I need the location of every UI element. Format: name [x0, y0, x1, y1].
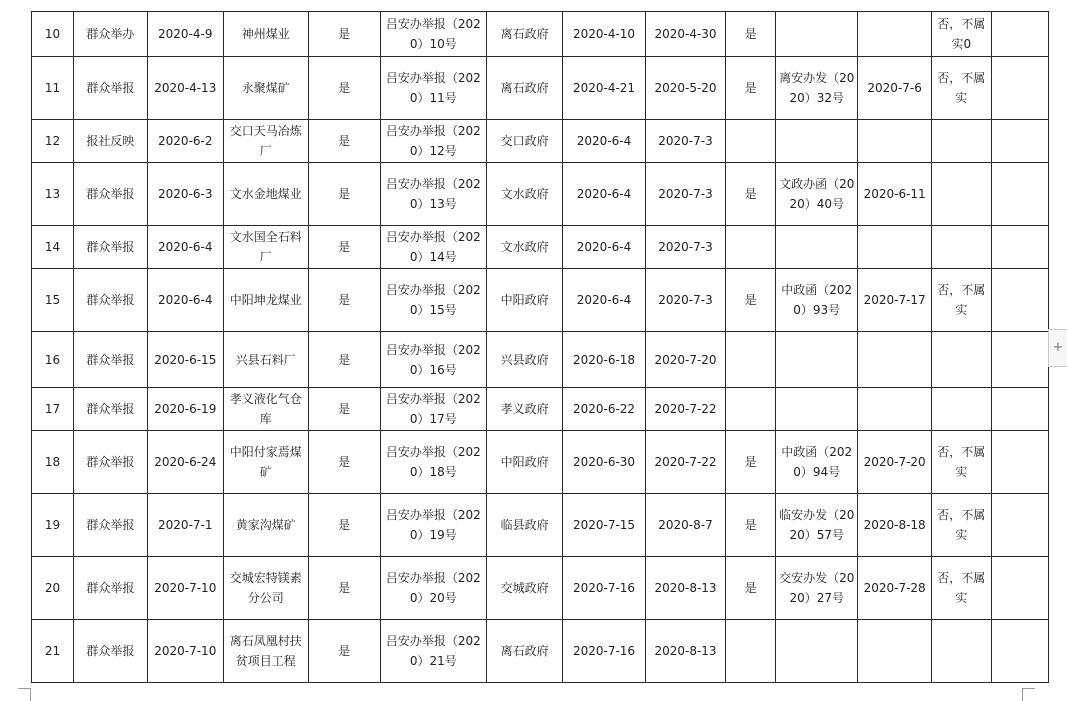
table-cell: 吕安办举报（2020）13号: [380, 163, 487, 226]
table-cell: 文政办函（2020）40号: [776, 163, 858, 226]
table-cell: 2020-6-4: [147, 269, 223, 332]
table-cell: 文水国全石料厂: [223, 226, 308, 269]
table-cell: [776, 12, 858, 57]
table-cell: 17: [32, 388, 74, 431]
table-cell: 12: [32, 120, 74, 163]
report-table: [31, 11, 1049, 683]
table-cell: 16: [32, 332, 74, 388]
table-cell: [991, 120, 1049, 163]
table-cell: 吕安办举报（2020）16号: [380, 332, 487, 388]
table-cell: 2020-7-16: [563, 557, 646, 620]
table-cell: 中阳付家焉煤矿: [223, 431, 308, 494]
table-cell: 2020-6-4: [563, 269, 646, 332]
table-cell: [858, 620, 932, 683]
table-cell: [725, 120, 775, 163]
table-cell: 15: [32, 269, 74, 332]
table-cell: 交城宏特镁素分公司: [223, 557, 308, 620]
table-cell: 黄家沟煤矿: [223, 494, 308, 557]
table-cell: [932, 388, 991, 431]
table-cell: [858, 120, 932, 163]
table-cell: 21: [32, 620, 74, 683]
table-cell: 兴县石料厂: [223, 332, 308, 388]
table-cell: 2020-6-4: [563, 120, 646, 163]
table-cell: [932, 332, 991, 388]
table-cell: 文水政府: [487, 163, 563, 226]
table-cell: [991, 620, 1049, 683]
table-cell: 吕安办举报（2020）18号: [380, 431, 487, 494]
table-cell: 吕安办举报（2020）12号: [380, 120, 487, 163]
table-cell: 吕安办举报（2020）14号: [380, 226, 487, 269]
table-cell: 群众举报: [74, 269, 148, 332]
table-row: [32, 12, 1049, 57]
table-row: [32, 557, 1049, 620]
table-cell: 2020-6-4: [563, 226, 646, 269]
table-cell: 临安办发（2020）57号: [776, 494, 858, 557]
table-cell: [932, 120, 991, 163]
table-cell: 临县政府: [487, 494, 563, 557]
table-cell: [932, 226, 991, 269]
table-row: [32, 163, 1049, 226]
table-cell: [725, 332, 775, 388]
table-cell: 神州煤业: [223, 12, 308, 57]
table-cell: [991, 557, 1049, 620]
table-cell: 13: [32, 163, 74, 226]
table-row: [32, 620, 1049, 683]
table-cell: [858, 12, 932, 57]
table-cell: 交城政府: [487, 557, 563, 620]
table-cell: 2020-6-2: [147, 120, 223, 163]
table-cell: 否，不属实: [932, 431, 991, 494]
table-cell: 2020-7-6: [858, 57, 932, 120]
table-cell: 2020-7-20: [646, 332, 726, 388]
table-cell: 文水金地煤业: [223, 163, 308, 226]
table-cell: 是: [308, 120, 380, 163]
table-cell: 2020-8-7: [646, 494, 726, 557]
table-cell: 群众举报: [74, 620, 148, 683]
table-cell: [991, 12, 1049, 57]
table-cell: [776, 388, 858, 431]
table-cell: 2020-6-19: [147, 388, 223, 431]
page-corner-mark-right: [1022, 688, 1035, 701]
table-cell: 2020-6-11: [858, 163, 932, 226]
table-cell: 14: [32, 226, 74, 269]
table-cell: 2020-7-10: [147, 557, 223, 620]
table-cell: 群众举报: [74, 57, 148, 120]
table-cell: 永聚煤矿: [223, 57, 308, 120]
table-cell: [725, 620, 775, 683]
table-cell: [991, 388, 1049, 431]
table-cell: 2020-8-13: [646, 557, 726, 620]
table-cell: 18: [32, 431, 74, 494]
table-cell: [725, 388, 775, 431]
table-cell: 吕安办举报（2020）10号: [380, 12, 487, 57]
table-cell: 群众举报: [74, 431, 148, 494]
table-cell: 中阳政府: [487, 431, 563, 494]
table-cell: [776, 120, 858, 163]
table-cell: 是: [308, 431, 380, 494]
table-cell: 2020-7-3: [646, 269, 726, 332]
table-cell: 2020-6-3: [147, 163, 223, 226]
table-cell: 吕安办举报（2020）19号: [380, 494, 487, 557]
table-cell: 吕安办举报（2020）17号: [380, 388, 487, 431]
table-cell: 2020-7-22: [646, 431, 726, 494]
table-cell: 2020-7-28: [858, 557, 932, 620]
add-button[interactable]: +: [1048, 329, 1067, 367]
table-row: [32, 388, 1049, 431]
table-cell: 中阳政府: [487, 269, 563, 332]
table-cell: [858, 226, 932, 269]
table-cell: 交口政府: [487, 120, 563, 163]
table-cell: 是: [308, 226, 380, 269]
table-cell: 是: [725, 269, 775, 332]
table-row: [32, 332, 1049, 388]
table-cell: 报社反映: [74, 120, 148, 163]
table-cell: 2020-6-15: [147, 332, 223, 388]
table-cell: 文水政府: [487, 226, 563, 269]
table-cell: 中政函（2020）93号: [776, 269, 858, 332]
table-cell: 离石凤凰村扶贫项目工程: [223, 620, 308, 683]
table-cell: [932, 163, 991, 226]
table-body: [32, 12, 1049, 683]
table-cell: 19: [32, 494, 74, 557]
table-cell: 离安办发（2020）32号: [776, 57, 858, 120]
table-cell: 是: [308, 388, 380, 431]
table-cell: 交口天马冶炼厂: [223, 120, 308, 163]
table-row: [32, 269, 1049, 332]
table-cell: 11: [32, 57, 74, 120]
table-cell: 2020-7-20: [858, 431, 932, 494]
table-cell: 是: [725, 494, 775, 557]
table-cell: [991, 57, 1049, 120]
table-cell: [991, 163, 1049, 226]
table-cell: [858, 332, 932, 388]
table-cell: 群众举办: [74, 12, 148, 57]
table-cell: 群众举报: [74, 388, 148, 431]
table-cell: [991, 431, 1049, 494]
table-cell: 吕安办举报（2020）20号: [380, 557, 487, 620]
table-cell: 2020-6-22: [563, 388, 646, 431]
table-cell: 是: [308, 557, 380, 620]
table-row: [32, 226, 1049, 269]
table-cell: 2020-7-3: [646, 120, 726, 163]
table-cell: 孝义液化气仓库: [223, 388, 308, 431]
table-cell: 群众举报: [74, 557, 148, 620]
table-cell: 是: [725, 12, 775, 57]
table-cell: 是: [308, 494, 380, 557]
table-cell: 是: [725, 163, 775, 226]
table-cell: 中阳坤龙煤业: [223, 269, 308, 332]
table-cell: [991, 494, 1049, 557]
table-cell: [858, 388, 932, 431]
table-cell: 是: [725, 557, 775, 620]
table-cell: 2020-8-18: [858, 494, 932, 557]
table-cell: 否，不属实: [932, 557, 991, 620]
table-cell: 离石政府: [487, 12, 563, 57]
table-cell: [725, 226, 775, 269]
table-cell: 2020-7-15: [563, 494, 646, 557]
table-row: [32, 494, 1049, 557]
table-cell: 群众举报: [74, 226, 148, 269]
table-cell: [932, 620, 991, 683]
table-cell: 群众举报: [74, 332, 148, 388]
table-cell: 2020-4-9: [147, 12, 223, 57]
table-cell: 20: [32, 557, 74, 620]
page-corner-mark-left: [18, 688, 31, 701]
table-cell: 2020-7-22: [646, 388, 726, 431]
table-cell: 孝义政府: [487, 388, 563, 431]
table-cell: 交安办发（2020）27号: [776, 557, 858, 620]
table-cell: [991, 269, 1049, 332]
table-cell: [991, 226, 1049, 269]
table-cell: 离石政府: [487, 57, 563, 120]
table-cell: 2020-7-3: [646, 226, 726, 269]
table-cell: 是: [308, 269, 380, 332]
table-cell: [991, 332, 1049, 388]
table-cell: 2020-4-13: [147, 57, 223, 120]
table-cell: 2020-6-30: [563, 431, 646, 494]
table-cell: 2020-7-1: [147, 494, 223, 557]
table-cell: 否，不属实0: [932, 12, 991, 57]
table-cell: 2020-8-13: [646, 620, 726, 683]
table-cell: 是: [308, 57, 380, 120]
table-cell: 2020-4-21: [563, 57, 646, 120]
table-cell: 是: [725, 431, 775, 494]
table-cell: 离石政府: [487, 620, 563, 683]
table-cell: 2020-7-17: [858, 269, 932, 332]
table-cell: [776, 620, 858, 683]
table-row: [32, 120, 1049, 163]
table-row: [32, 57, 1049, 120]
table-cell: [776, 332, 858, 388]
table-cell: 2020-4-10: [563, 12, 646, 57]
table-cell: 2020-6-18: [563, 332, 646, 388]
table-cell: 是: [308, 12, 380, 57]
table-cell: 2020-7-3: [646, 163, 726, 226]
table-cell: 2020-5-20: [646, 57, 726, 120]
table-cell: 兴县政府: [487, 332, 563, 388]
table-cell: 是: [725, 57, 775, 120]
table-cell: 是: [308, 163, 380, 226]
table-cell: 否，不属实: [932, 57, 991, 120]
table-cell: 2020-4-30: [646, 12, 726, 57]
table-cell: 2020-7-10: [147, 620, 223, 683]
table-cell: 是: [308, 332, 380, 388]
table-cell: 吕安办举报（2020）21号: [380, 620, 487, 683]
table-row: [32, 431, 1049, 494]
table-cell: 否，不属实: [932, 269, 991, 332]
table-cell: 2020-6-4: [563, 163, 646, 226]
table-cell: 2020-6-4: [147, 226, 223, 269]
table-cell: 吕安办举报（2020）11号: [380, 57, 487, 120]
table-cell: 群众举报: [74, 494, 148, 557]
table-cell: 吕安办举报（2020）15号: [380, 269, 487, 332]
table-cell: 群众举报: [74, 163, 148, 226]
table-cell: 否，不属实: [932, 494, 991, 557]
table-cell: [776, 226, 858, 269]
table-cell: 是: [308, 620, 380, 683]
table-cell: 中政函（2020）94号: [776, 431, 858, 494]
table-cell: 10: [32, 12, 74, 57]
table-cell: 2020-6-24: [147, 431, 223, 494]
table-cell: 2020-7-16: [563, 620, 646, 683]
